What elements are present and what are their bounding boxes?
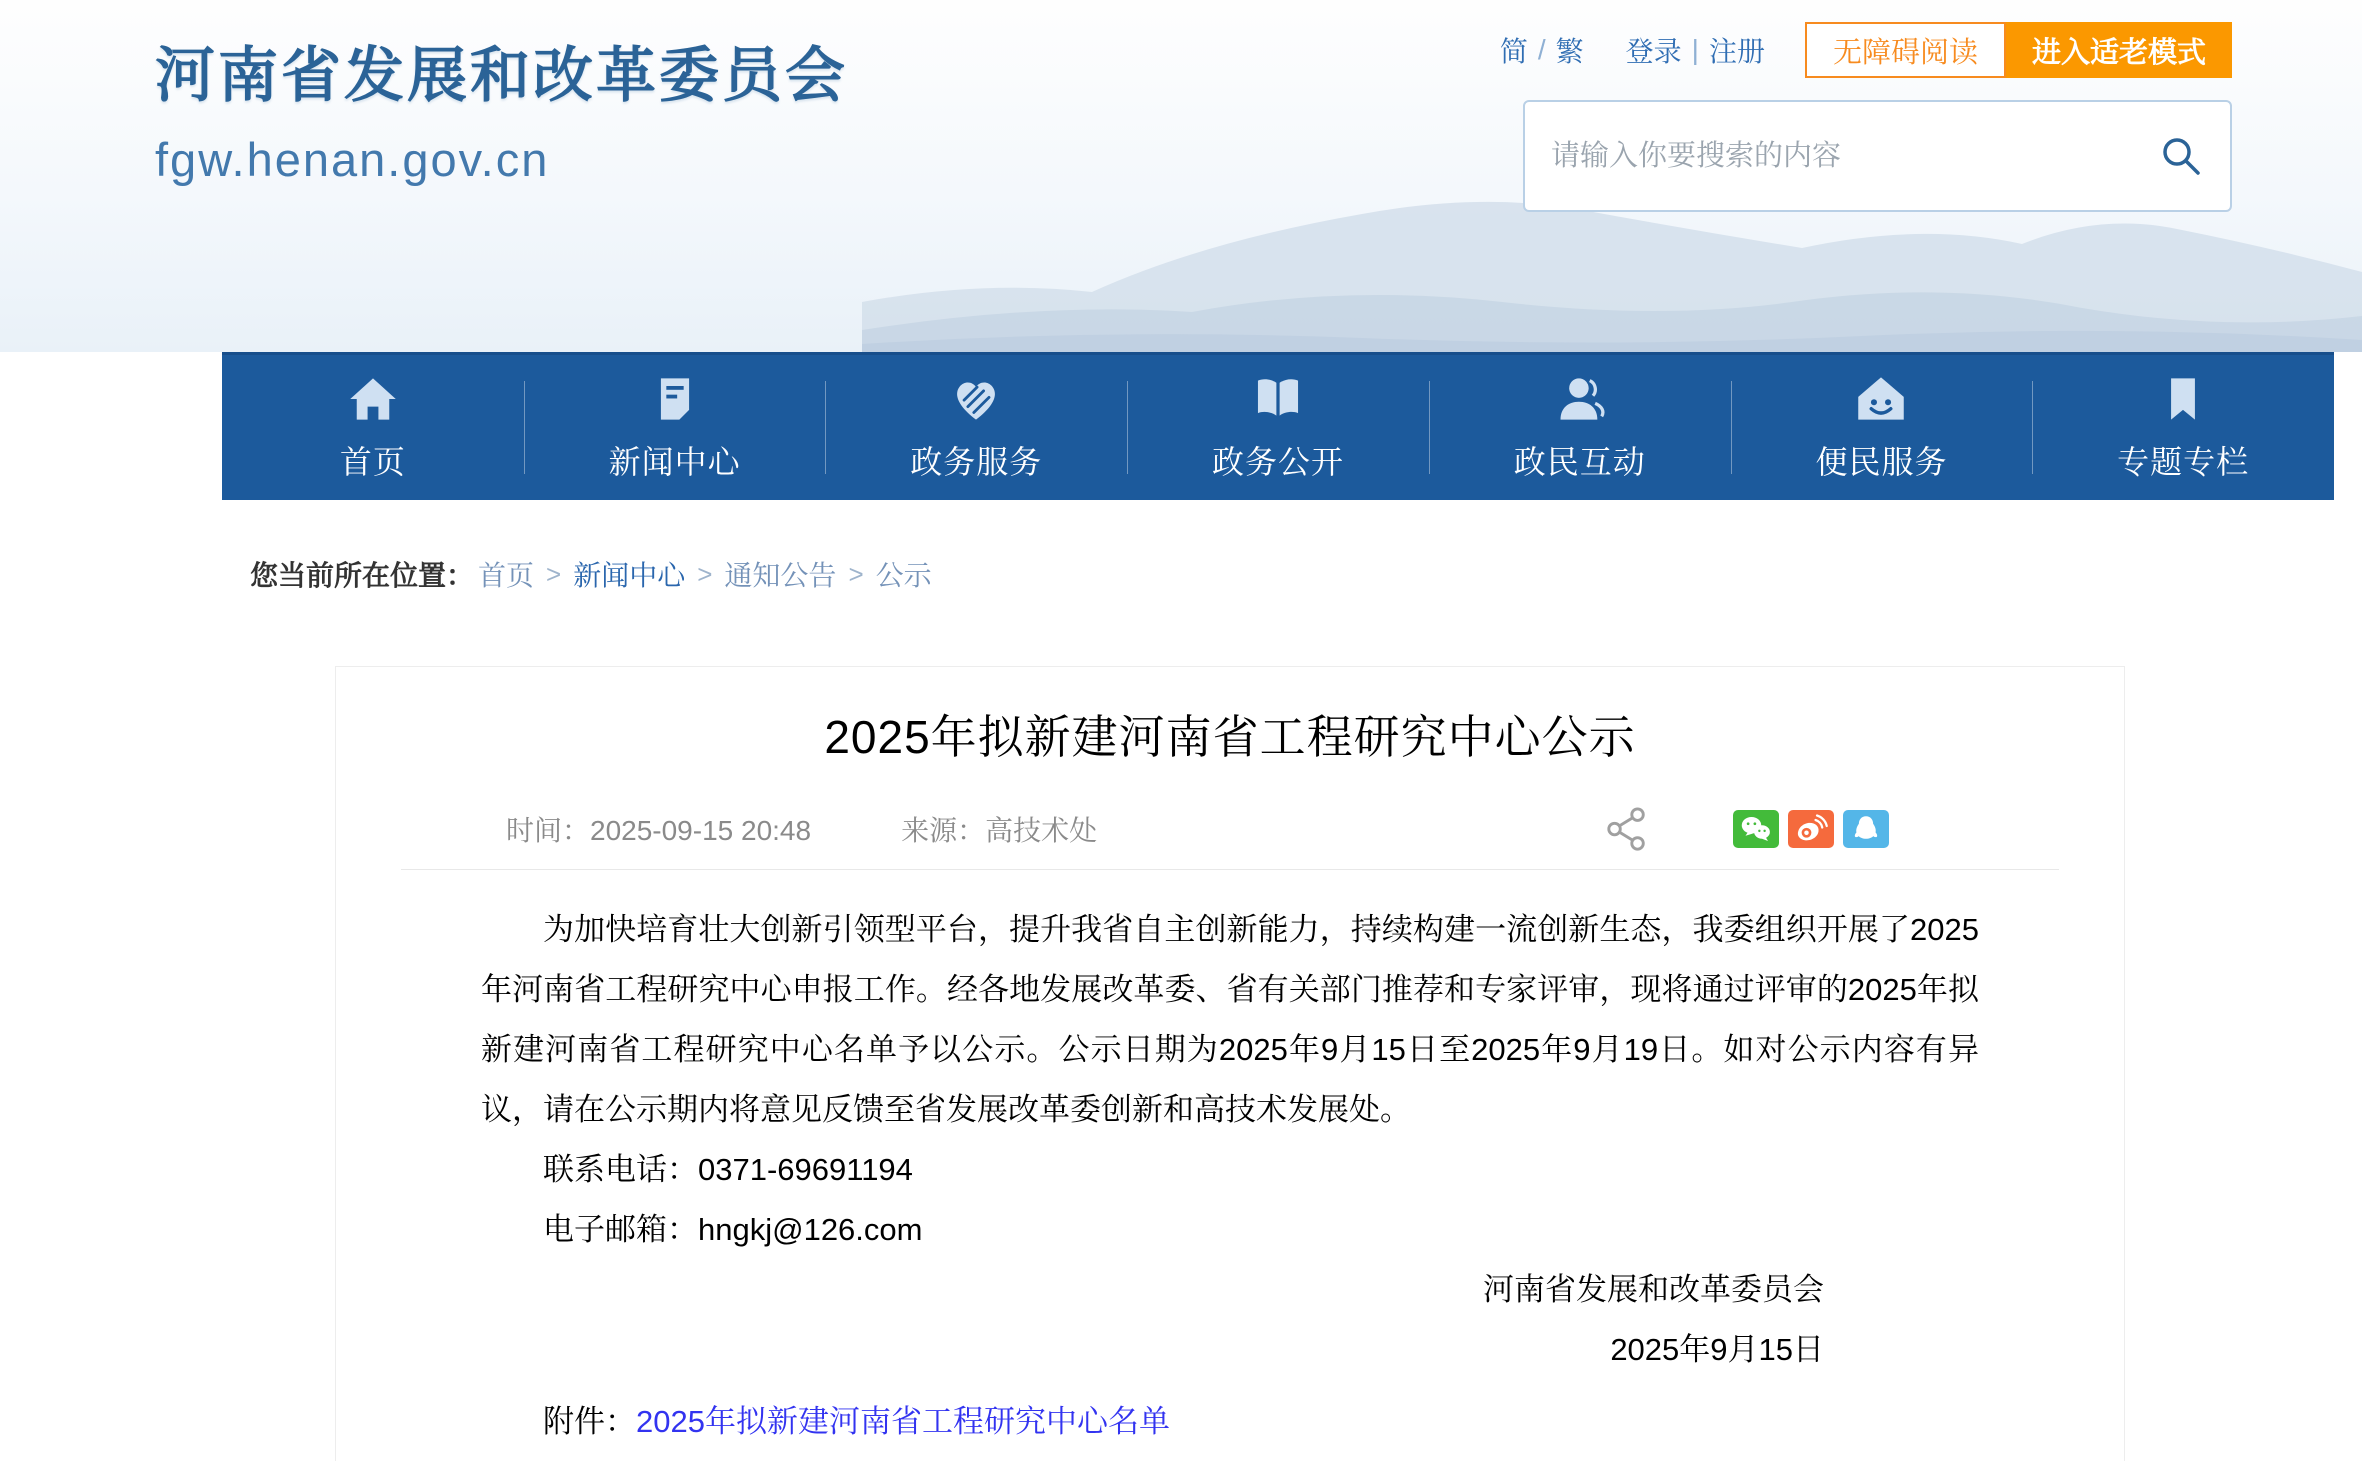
attachment-link[interactable]: 2025年拟新建河南省工程研究中心名单 bbox=[636, 1403, 1170, 1439]
topbar-links bbox=[1500, 30, 1765, 70]
service-heart-icon bbox=[950, 373, 1002, 425]
site-logo-block[interactable] bbox=[155, 28, 848, 187]
breadcrumb-home[interactable]: 首页 bbox=[478, 560, 535, 591]
register-link[interactable]: 注册 bbox=[1708, 36, 1765, 67]
nav-item-government-disclosure[interactable] bbox=[1127, 355, 1429, 500]
login-register-separator: | bbox=[1691, 34, 1699, 65]
share-toolbar bbox=[1604, 806, 1889, 852]
person-icon bbox=[1554, 373, 1606, 425]
lang-simplified-link[interactable]: 简 bbox=[1499, 36, 1528, 67]
nav-label: 首页 bbox=[339, 443, 406, 480]
main-navigation bbox=[222, 352, 2334, 500]
breadcrumb-public-notice[interactable]: 公示 bbox=[875, 560, 932, 591]
publish-time: 时间：2025-09-15 20:48 bbox=[506, 814, 812, 846]
breadcrumb-notices[interactable]: 通知公告 bbox=[724, 560, 837, 591]
breadcrumb-separator: > bbox=[848, 558, 864, 589]
contact-email: 电子邮箱：hngkj@126.com bbox=[543, 1211, 923, 1247]
article-title: 2025年拟新建河南省工程研究中心公示 bbox=[824, 711, 1636, 763]
accessibility-reading-button[interactable]: 无障碍阅读 bbox=[1805, 22, 2006, 78]
share-icon[interactable] bbox=[1604, 806, 1650, 852]
breadcrumb-prefix: 您当前所在位置： bbox=[250, 560, 475, 591]
news-document-icon bbox=[649, 373, 701, 425]
topbar bbox=[1500, 22, 2232, 78]
elder-mode-button[interactable]: 进入适老模式 bbox=[2006, 22, 2232, 78]
search-input[interactable] bbox=[1551, 140, 2158, 173]
bookmark-icon bbox=[2157, 373, 2209, 425]
nav-label: 政务公开 bbox=[1212, 443, 1345, 480]
qq-icon[interactable] bbox=[1843, 810, 1889, 848]
breadcrumb-news-center[interactable]: 新闻中心 bbox=[573, 560, 686, 591]
open-book-icon bbox=[1252, 373, 1304, 425]
nav-label: 专题专栏 bbox=[2117, 443, 2250, 480]
article-meta-row bbox=[401, 805, 2059, 853]
article-paragraph: 为加快培育壮大创新引领型平台，提升我省自主创新能力，持续构建一流创新生态，我委组织开展了2025年河南省工程研究中心申报工作。经各地发展改革委、省有关部门推荐和专家评审，现将通过评审的2025年拟新建河南省工程研究中心名单予以公示。公示日期为2025年9月15日至2025年9月19日。如对公示内容有异议，请在公示期内将意见反馈至省发展改革委创新和高技术发展处。 bbox=[481, 911, 1979, 1127]
nav-label: 便民服务 bbox=[1815, 443, 1948, 480]
nav-label: 政民互动 bbox=[1513, 443, 1646, 480]
signature-block bbox=[481, 1260, 1979, 1380]
article-container bbox=[335, 666, 2125, 1461]
smiley-house-icon bbox=[1855, 373, 1907, 425]
meta-divider bbox=[401, 869, 2059, 870]
attachment-label: 附件： bbox=[543, 1403, 636, 1439]
signature-date: 2025年9月15日 bbox=[1610, 1331, 1824, 1367]
wechat-icon[interactable] bbox=[1733, 810, 1779, 848]
article-source: 来源：高技术处 bbox=[901, 814, 1098, 846]
site-domain: fgw.henan.gov.cn bbox=[155, 133, 550, 186]
nav-item-news-center[interactable] bbox=[524, 355, 826, 500]
login-link[interactable]: 登录 bbox=[1625, 36, 1682, 67]
breadcrumb bbox=[250, 554, 2362, 594]
site-name: 河南省发展和改革委员会 bbox=[155, 42, 848, 109]
nav-item-public-interaction[interactable] bbox=[1429, 355, 1731, 500]
signature-org: 河南省发展和改革委员会 bbox=[1483, 1271, 1824, 1307]
attachment-row bbox=[481, 1392, 1979, 1452]
nav-label: 政务服务 bbox=[910, 443, 1043, 480]
site-banner bbox=[0, 0, 2362, 352]
article-body bbox=[401, 900, 2059, 1452]
contact-phone: 联系电话：0371-69691194 bbox=[543, 1151, 913, 1187]
search-icon[interactable] bbox=[2158, 133, 2204, 179]
lang-separator: / bbox=[1537, 34, 1546, 65]
nav-label: 新闻中心 bbox=[608, 443, 741, 480]
nav-item-home[interactable] bbox=[222, 355, 524, 500]
nav-item-government-services[interactable] bbox=[825, 355, 1127, 500]
article-meta bbox=[401, 809, 1097, 849]
nav-item-convenience-services[interactable] bbox=[1731, 355, 2033, 500]
search-box bbox=[1523, 100, 2232, 212]
nav-item-special-topics[interactable] bbox=[2032, 355, 2334, 500]
breadcrumb-separator: > bbox=[546, 558, 562, 589]
home-icon bbox=[347, 373, 399, 425]
lang-traditional-link[interactable]: 繁 bbox=[1555, 36, 1584, 67]
breadcrumb-separator: > bbox=[697, 558, 713, 589]
weibo-icon[interactable] bbox=[1788, 810, 1834, 848]
